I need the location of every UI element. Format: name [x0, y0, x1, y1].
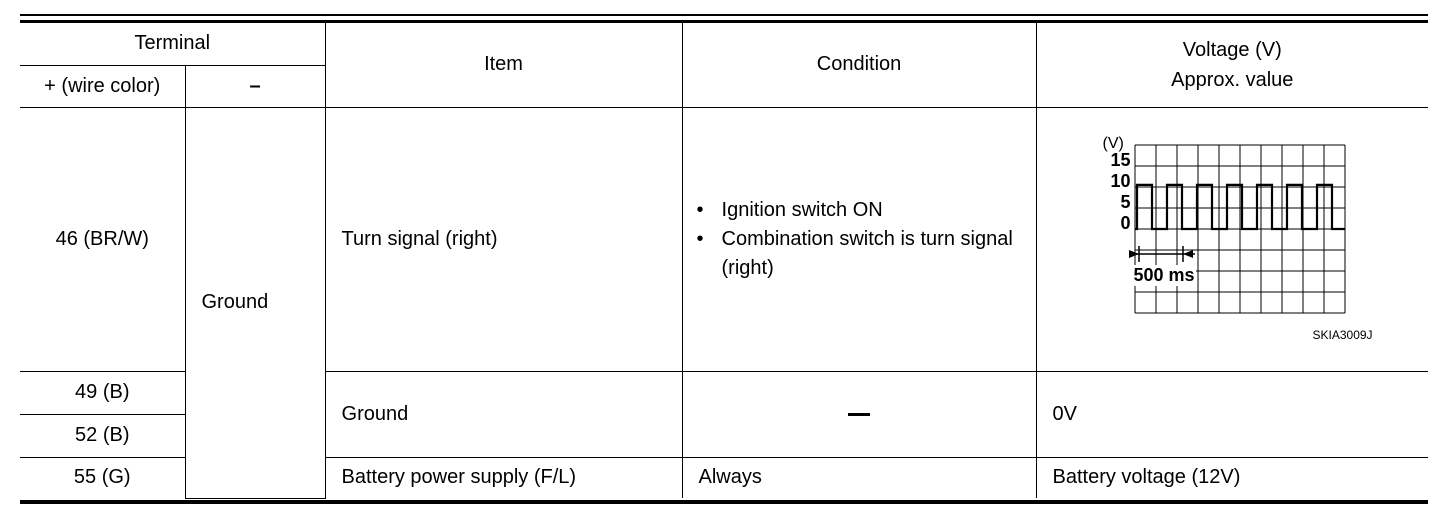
y-tick-label: 5: [1120, 192, 1131, 212]
terminal-52: 52 (B): [20, 414, 185, 457]
item-ground: Ground: [325, 371, 682, 457]
voltage-waveform-cell: [1036, 107, 1428, 371]
y-tick-label: 10: [1110, 171, 1131, 191]
header-item: Item: [325, 23, 682, 107]
time-marker-arrow: [1129, 250, 1139, 258]
y-tick-label: 15: [1110, 150, 1131, 170]
figure-id: SKIA3009J: [1312, 328, 1373, 342]
condition-list: [683, 196, 1036, 283]
header-plus-wire-color: + (wire color): [20, 65, 185, 107]
em-dash: [848, 413, 870, 416]
time-marker-arrow: [1183, 250, 1193, 258]
voltage-battery: Battery voltage (12V): [1036, 457, 1428, 498]
header-minus: –: [185, 65, 325, 107]
condition-item: • Combination switch is turn signal (right): [696, 227, 1013, 279]
top-rule-thin: [20, 14, 1428, 16]
terminal-49: 49 (B): [20, 371, 185, 414]
y-tick-label: 0: [1120, 213, 1131, 233]
terminal-55: 55 (G): [20, 457, 185, 498]
item-turn-signal: Turn signal (right): [325, 107, 682, 371]
terminal-46: 46 (BR/W): [20, 107, 185, 371]
header-voltage-line2: Approx. value: [1171, 68, 1294, 91]
item-battery-power: Battery power supply (F/L): [325, 457, 682, 498]
voltage-0v: 0V: [1036, 371, 1428, 457]
spec-table-container: [20, 14, 1428, 506]
terminal-spec-table: [20, 23, 1428, 499]
ground-terminal: Ground: [185, 107, 325, 498]
header-terminal: Terminal: [20, 23, 325, 65]
condition-turn-signal: [682, 107, 1036, 371]
time-scale-label: 500 ms: [1133, 265, 1195, 285]
header-condition: Condition: [682, 23, 1036, 107]
bottom-rule: [20, 500, 1428, 504]
oscilloscope-waveform: [1037, 108, 1407, 370]
header-voltage-line1: Voltage (V): [1182, 38, 1282, 61]
condition-always: Always: [682, 457, 1036, 498]
y-unit-label: (V): [1102, 135, 1124, 152]
condition-none: [682, 371, 1036, 457]
condition-item: • Ignition switch ON: [696, 198, 883, 221]
header-voltage: [1036, 23, 1428, 107]
